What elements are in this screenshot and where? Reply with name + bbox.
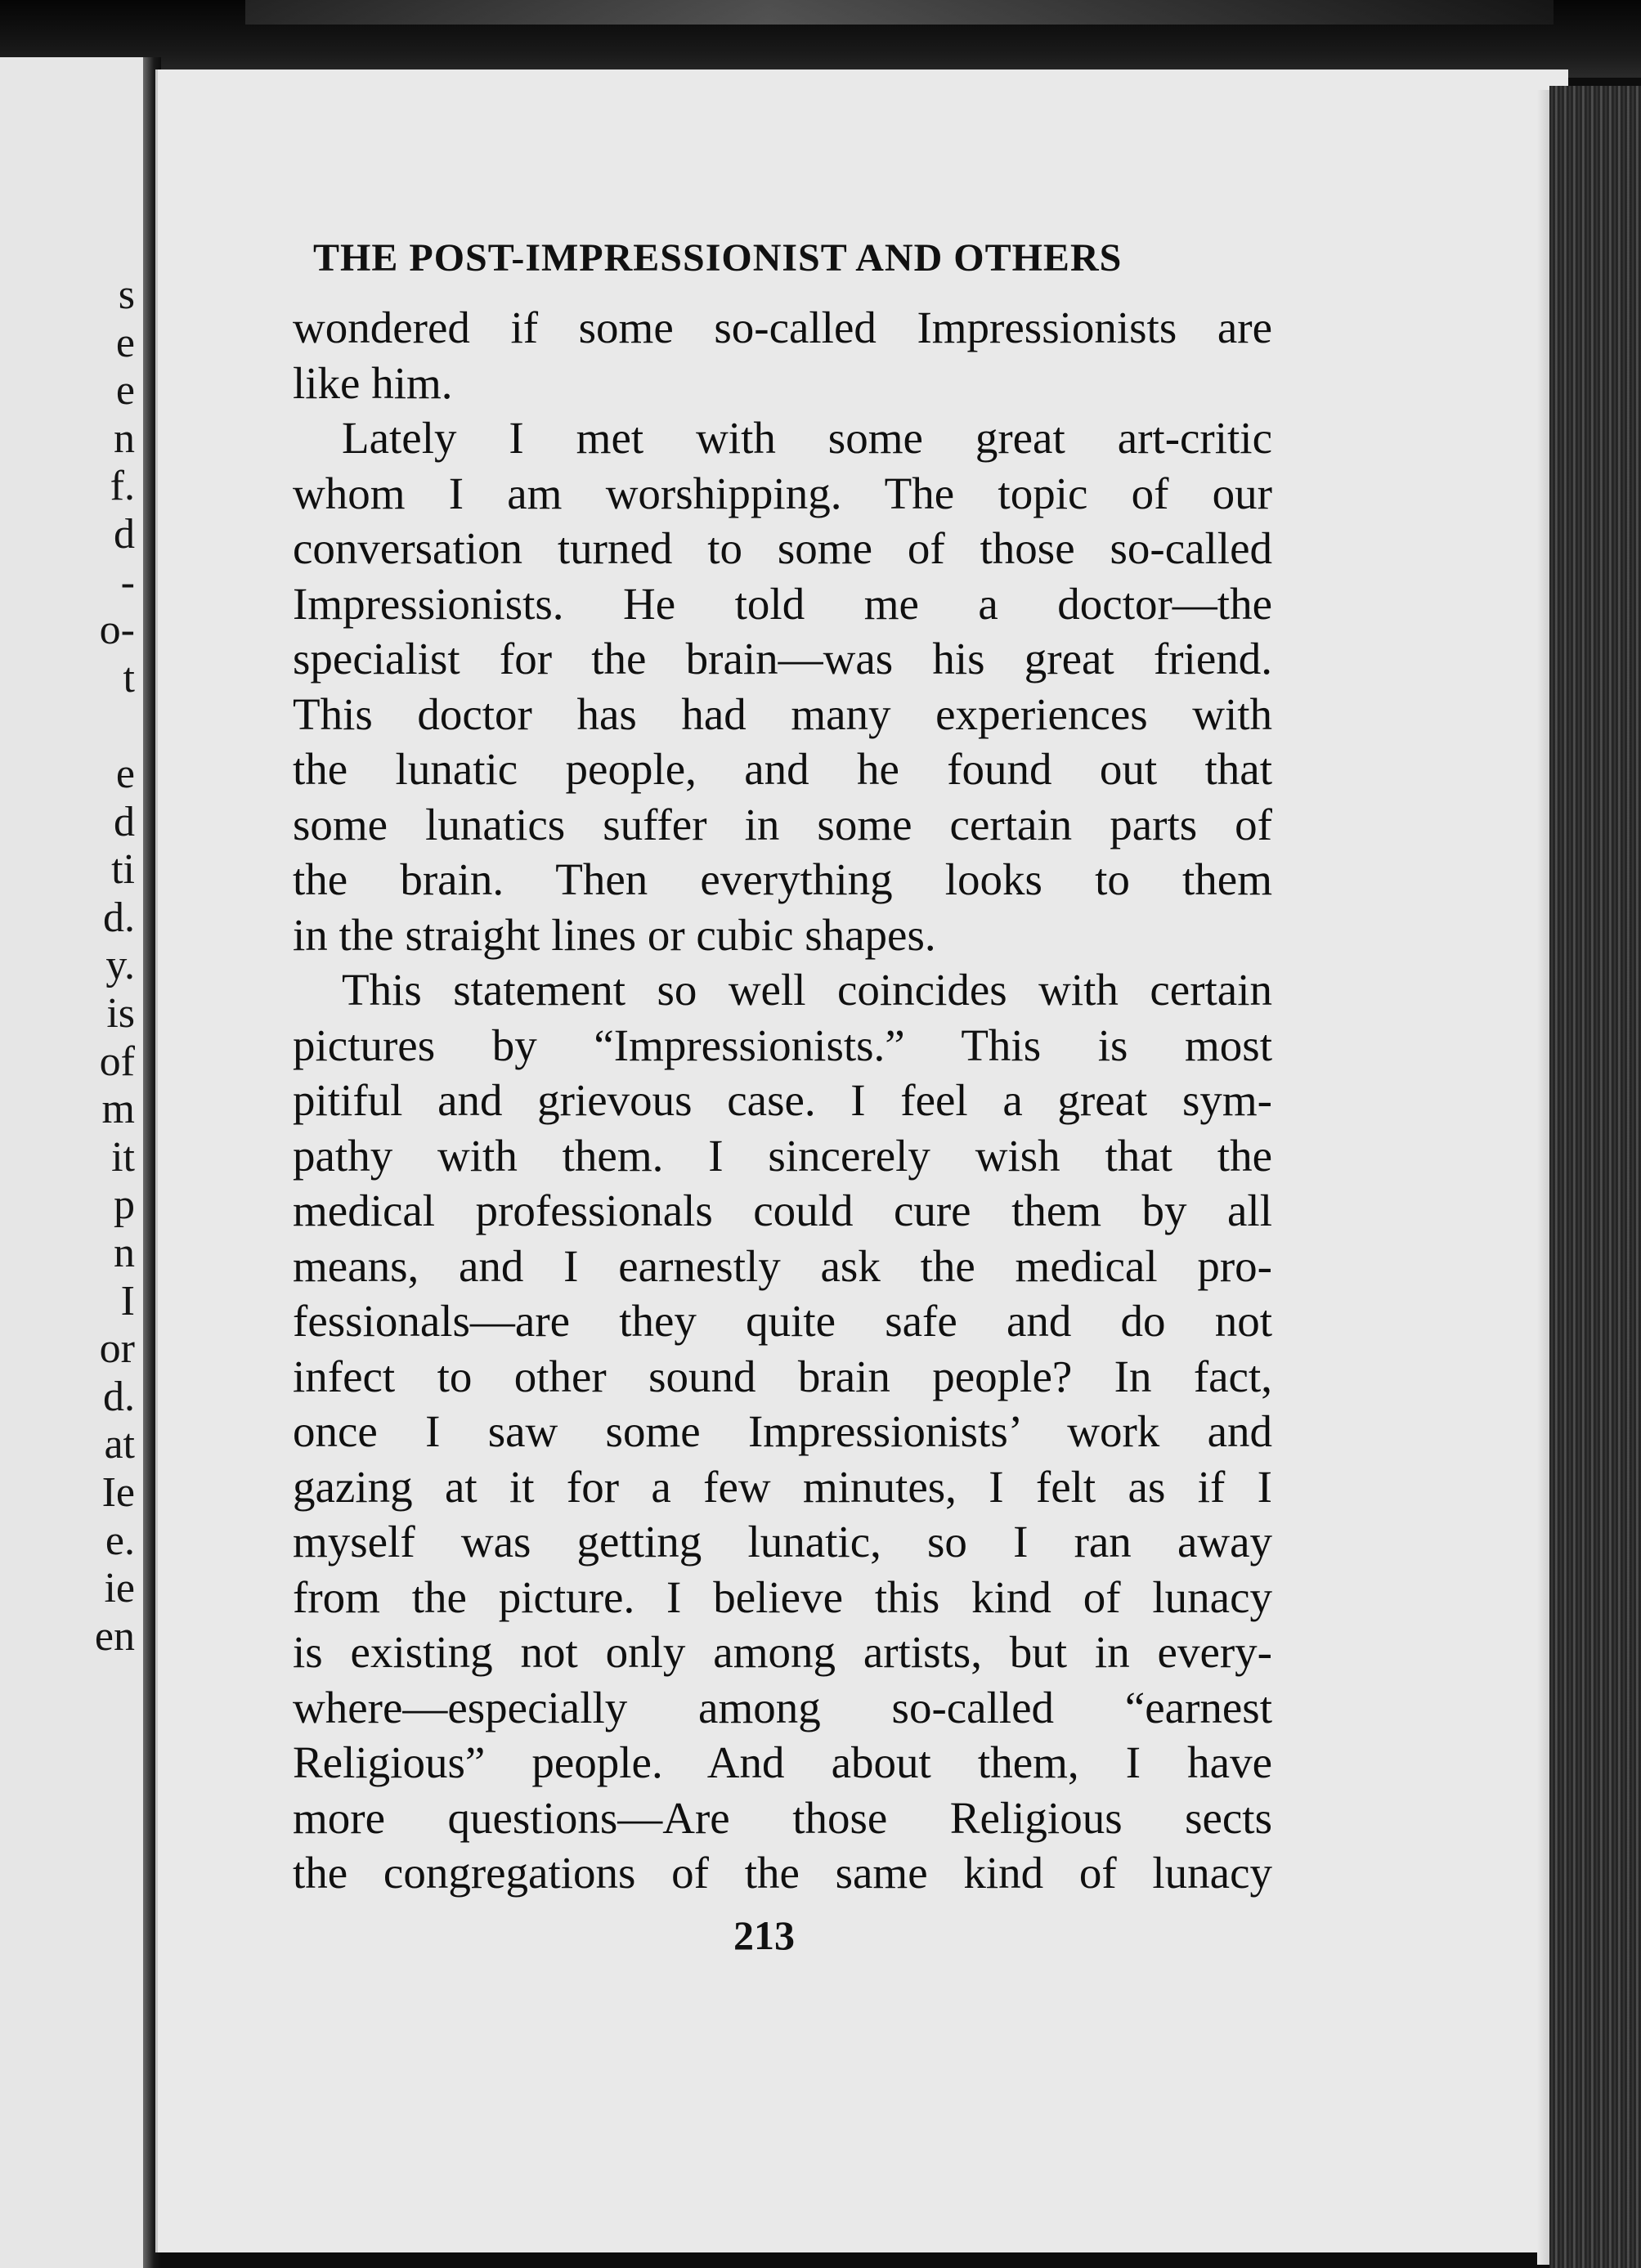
body-text: [293, 300, 1272, 1901]
text-line: Religious” people. And about them, I have: [293, 1737, 1272, 1787]
text-line: pathy with them. I sincerely wish that the: [293, 1130, 1272, 1181]
left-page-fragment: m: [101, 1086, 135, 1133]
left-page-fragment: s: [118, 271, 135, 318]
left-page-fragment: d.: [103, 1373, 135, 1420]
text-line: once I saw some Impressionists’ work and: [293, 1406, 1272, 1456]
left-page-fragment: t: [123, 654, 135, 701]
text-line: gazing at it for a few minutes, I felt as if I: [293, 1461, 1272, 1512]
left-page-fragment: of: [99, 1038, 135, 1085]
text-line: the lunatic people, and he found out that: [293, 744, 1272, 794]
left-page-fragment: d: [114, 798, 135, 845]
left-page-fragment: e: [115, 367, 135, 415]
text-line: whom I am worshipping. The topic of our: [293, 468, 1272, 518]
left-page-fragment: n: [114, 1230, 135, 1276]
text-line: conversation turned to some of those so-called: [293, 523, 1272, 573]
text-line: more questions—Are those Religious sects: [293, 1792, 1272, 1843]
left-page-fragment: d: [114, 511, 135, 558]
page-number: 213: [733, 1912, 795, 1958]
left-page-fragment: Ie: [101, 1469, 135, 1516]
text-line: some lunatics suffer in some certain parts of: [293, 799, 1272, 849]
text-line: pitiful and grievous case. I feel a great sym-: [293, 1075, 1272, 1125]
text-line: pictures by “Impressionists.” This is most: [293, 1020, 1272, 1070]
text-line: the congregations of the same kind of lunacy: [293, 1848, 1272, 1898]
left-page-fragment: it: [111, 1133, 135, 1181]
page-stack-edge: [1549, 86, 1641, 2268]
text-line: from the picture. I believe this kind of lunacy: [293, 1571, 1272, 1622]
scan-top-edge: [245, 0, 1554, 25]
left-page-fragment: o-: [99, 607, 135, 654]
text-line: Lately I met with some great art-critic: [342, 413, 1272, 463]
text-line: where—especially among so-called “earnest: [293, 1682, 1272, 1732]
text-line: fessionals—are they quite safe and do not: [293, 1296, 1272, 1346]
text-line: means, and I earnestly ask the medical pro-: [293, 1240, 1272, 1291]
left-page-fragment: I: [120, 1277, 135, 1324]
text-line: specialist for the brain—was his great friend.: [293, 634, 1272, 684]
text-line: This statement so well coincides with certain: [342, 965, 1272, 1015]
text-line: wondered if some so-called Impressionists are: [293, 303, 1272, 352]
left-page-fragment: ie: [104, 1565, 135, 1612]
left-page-fragment: e: [115, 751, 135, 797]
left-page-fragment: or: [99, 1325, 135, 1373]
text-line: the brain. Then everything looks to them: [293, 854, 1272, 904]
running-head: THE POST-IMPRESSIONIST AND OTHERS: [313, 236, 1123, 280]
text-line: Impressionists. He told me a doctor—the: [293, 578, 1272, 629]
left-page-fragment: f.: [110, 463, 135, 510]
left-page-fragment: ti: [111, 846, 135, 894]
left-page-fragment: is: [106, 990, 135, 1037]
text-line: is existing not only among artists, but in every-: [293, 1627, 1272, 1677]
text-line: medical professionals could cure them by all: [293, 1186, 1272, 1235]
text-line: in the straight lines or cubic shapes.: [293, 909, 936, 960]
left-page-fragment: e: [115, 319, 135, 366]
left-page-fragment: n: [114, 415, 135, 462]
left-page-fragment: en: [94, 1612, 135, 1660]
left-page-fragment: -: [120, 558, 135, 606]
text-line: infect to other sound brain people? In fact,: [293, 1351, 1272, 1401]
left-page-fragment: y.: [105, 942, 135, 989]
text-line: like him.: [293, 357, 453, 408]
left-page-fragment: p: [114, 1181, 135, 1229]
text-line: This doctor has had many experiences with: [293, 688, 1272, 739]
left-page-fragment: d.: [103, 894, 135, 941]
left-page-fragment: e.: [105, 1517, 135, 1564]
text-line: myself was getting lunatic, so I ran away: [293, 1517, 1272, 1567]
left-page-fragment: at: [104, 1421, 135, 1468]
